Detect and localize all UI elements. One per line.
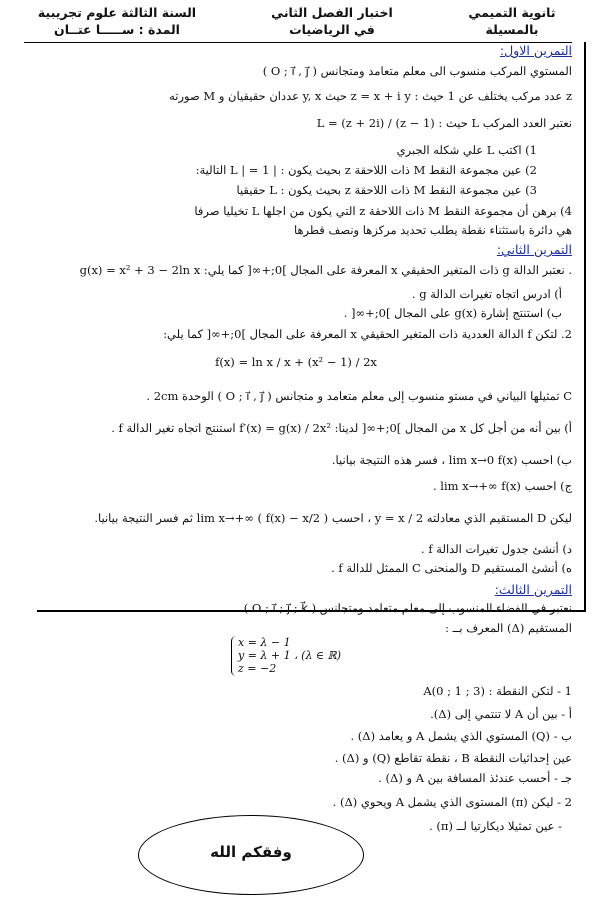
- exercise1-title: التمرين الاول:: [499, 43, 572, 58]
- closing-ellipse: [138, 815, 364, 895]
- ex3-line: عين إحداثيات النقطة B ، نقطة تقاطع (Q) و (Δ) .: [334, 751, 572, 765]
- exercise2-title: التمرين الثاني:: [496, 242, 572, 257]
- ex1-line: نعتبر العدد المركب L حيث : L = (z + 2i) / (z − 1): [316, 116, 572, 130]
- ex1-line: 4) برهن أن مجموعة النقط M ذات اللاحقة z التي يكون من اجلها L تخيليا صرفا: [194, 204, 572, 218]
- ex3-line: جـ - أحسب عندئذ المسافة بين A و (Δ) .: [378, 771, 572, 785]
- ex3-line: أ - بين أن A لا تنتمي إلى (Δ).: [430, 707, 572, 721]
- ex2-line: ج) احسب lim x→+∞ f(x) .: [432, 479, 572, 493]
- ex3-line: 2 - ليكن (π) المستوى الذي يشمل A ويحوي (Δ) .: [332, 795, 572, 809]
- ex1-line: 3) عين مجموعة النقط M ذات اللاحقة z بحيث يكون : L حقيقيا: [236, 183, 537, 197]
- ex2-line: C تمثيلها البياني في مستو منسوب إلى معلم متعامد و متجانس ( O ; i⃗ , j⃗ ) الوحدة 2cm .: [146, 389, 572, 403]
- line-parametric-system: x = λ − 1 y = λ + 1 ، (λ ∈ ℝ) z = −2: [238, 636, 341, 675]
- ex3-line: ب - (Q) المستوي الذي يشمل A و يعامد (Δ) .: [350, 729, 572, 743]
- ex2-line: ب) احسب lim x→0 f(x) ، فسر هذه النتيجة بيانيا.: [331, 453, 572, 467]
- system-brace: [231, 636, 236, 676]
- ex3-line: المستقيم (Δ) المعرف بــ :: [445, 621, 572, 635]
- ex1-line: هي دائرة باستثناء نقطة يطلب تحديد مركزها ونصف قطرها: [293, 223, 572, 237]
- ex2-line: 2. لتكن f الدالة العددية ذات المتغير الحقيقي x المعرفة على المجال ]0;+∞[ كما يلي:: [163, 327, 572, 341]
- ex1-line: 2) عين مجموعة النقط M ذات اللاحقة z بحيث يكون : | L | = 1 التالية:: [195, 163, 537, 177]
- ex2-formula-f: f(x) = ln x / x + (x² − 1) / 2x: [215, 355, 377, 369]
- ex1-line: المستوي المركب منسوب الى معلم متعامد ومتجانس ( O ; i⃗ , j⃗ ): [262, 64, 572, 78]
- ex3-line: - عين تمثيلا ديكارتيا لــ (π) .: [429, 819, 562, 833]
- ex2-line: ب) استنتج إشارة g(x) على المجال ]0;+∞[ .: [343, 306, 562, 320]
- exam-title: اختبار الفصل الثاني في الرياضيات: [271, 5, 393, 37]
- ex2-line: د) أنشئ جدول تغيرات الدالة f .: [421, 542, 572, 556]
- ex1-line: 1) اكتب L علي شكله الجبري: [396, 143, 537, 157]
- ex3-line: نعتبر في الفضاء المنسوب إلى معلم متعامد ومتجانس ( O ; i⃗ ; j⃗ ; k⃗ ): [243, 601, 572, 615]
- ex3-line: 1 - لتكن النقطة : A(0 ; 1 ; 3): [423, 684, 572, 698]
- ex2-line: أ) بين أنه من أجل كل x من المجال ]0;+∞[ لدينا: f′(x) = g(x) / 2x² استنتج اتجاه تغير الدالة f .: [111, 421, 572, 435]
- ex2-line: . نعتبر الدالة g ذات المتغير الحقيقي x المعرفة على المجال ]0;+∞[ كما يلي: g(x) = x² + 3 − 2ln x: [79, 263, 572, 277]
- ex1-line: z عدد مركب يختلف عن 1 حيث : z = x + i y حيث y, x عددان حقيقيان و M صورته: [169, 89, 572, 103]
- school-name: ثانوية التميمي بالمسيلة: [468, 5, 556, 37]
- ex2-line: ه) أنشئ المستقيم D والمنحنى C الممثل للدالة f .: [331, 561, 572, 575]
- ex2-line: أ) ادرس اتجاه تغيرات الدالة g .: [411, 287, 562, 301]
- ex2-line: ليكن D المستقيم الذي معادلته y = x / 2 ، احسب lim x→+∞ ( f(x) − x/2 ) ثم فسر النتيجة بيانيا.: [94, 511, 572, 525]
- closing-text: وفقكم الله: [210, 843, 292, 861]
- exercise3-title: التمرين الثالث:: [494, 582, 572, 597]
- exam-header: [14, 4, 582, 42]
- class-info: السنة الثالثة علوم تجريبية المدة : ســـــا عتــان: [37, 5, 197, 37]
